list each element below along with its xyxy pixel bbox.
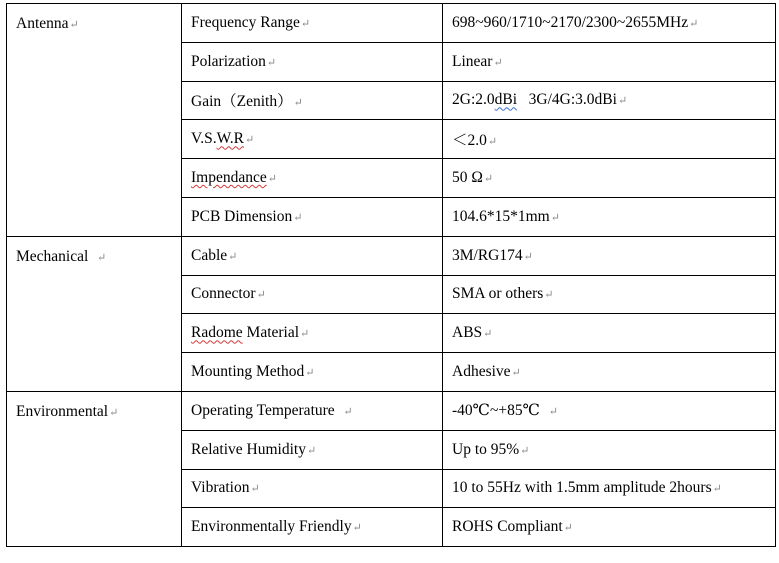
param-cell [182, 4, 443, 43]
paragraph-mark-icon: ↵ [712, 483, 722, 496]
param-label: Environmentally Friendly [191, 518, 352, 536]
param-label: Material [242, 324, 300, 342]
param-cell [182, 236, 443, 275]
param-label: Connector [191, 285, 256, 303]
paragraph-mark-icon: ↵ [306, 444, 317, 457]
paragraph-mark-icon: ↵ [305, 367, 315, 380]
value-label: ABS [452, 324, 483, 342]
group-label: Antenna [16, 15, 69, 32]
param-cell [182, 430, 443, 469]
value-cell [443, 508, 776, 547]
param-label: Cable [191, 246, 228, 264]
value-label: ＜2.0 [452, 132, 487, 150]
value-cell [443, 430, 776, 469]
value-cell [443, 42, 776, 81]
param-cell [182, 391, 443, 430]
paragraph-mark-icon: ↵ [69, 19, 79, 31]
paragraph-mark-icon: ↵ [300, 328, 310, 341]
value-label: 104.6*15*1mm [452, 207, 550, 225]
paragraph-mark-icon: ↵ [689, 17, 699, 30]
param-label: Impendance [191, 169, 267, 187]
value-label: 3M/RG174 [452, 246, 523, 264]
group-label: Mechanical [16, 247, 89, 265]
paragraph-mark-icon: ↵ [520, 444, 530, 457]
value-cell [443, 314, 776, 353]
paragraph-mark-icon: ↵ [617, 95, 628, 108]
param-label: Vibration [191, 479, 250, 497]
param-cell [182, 81, 443, 120]
value-cell [443, 120, 776, 159]
value-cell [443, 275, 776, 314]
value-label: Linear [452, 52, 493, 70]
paragraph-mark-icon: ↵ [267, 173, 277, 186]
paragraph-mark-icon: ↵ [550, 211, 560, 224]
param-cell [182, 120, 443, 159]
param-cell [182, 42, 443, 81]
param-cell [182, 508, 443, 547]
value-cell [443, 353, 776, 392]
paragraph-mark-icon: ↵ [97, 251, 107, 264]
paragraph-mark-icon: ↵ [293, 97, 303, 110]
value-label: SMA or others [452, 285, 544, 303]
param-label: Mounting Method [191, 363, 305, 381]
param-label-marked: Radome [191, 324, 243, 342]
param-label-marked: W.R [216, 130, 244, 148]
value-cell [443, 159, 776, 198]
paragraph-mark-icon: ↵ [511, 367, 521, 380]
paragraph-mark-icon: ↵ [352, 522, 362, 535]
paragraph-mark-icon: ↵ [483, 173, 494, 186]
paragraph-mark-icon: ↵ [548, 406, 558, 419]
table-row [7, 391, 776, 430]
paragraph-mark-icon: ↵ [493, 56, 503, 69]
param-label: Relative Humidity [191, 440, 306, 458]
paragraph-mark-icon: ↵ [487, 136, 498, 149]
value-cell [443, 391, 776, 430]
param-label: Gain（Zenith） [191, 93, 293, 111]
value-label: ROHS Compliant [452, 518, 563, 536]
param-label: V.S. [191, 130, 217, 148]
param-cell [182, 275, 443, 314]
paragraph-mark-icon: ↵ [300, 17, 311, 30]
param-label: Polarization [191, 52, 266, 70]
value-label-marked: dBi [494, 91, 518, 109]
param-cell [182, 353, 443, 392]
paragraph-mark-icon: ↵ [245, 134, 255, 147]
value-cell [443, 469, 776, 508]
paragraph-mark-icon: ↵ [250, 483, 260, 496]
paragraph-mark-icon: ↵ [109, 406, 119, 419]
group-label: Environmental [16, 402, 109, 420]
table-row [7, 236, 776, 275]
paragraph-mark-icon: ↵ [563, 522, 573, 535]
group-cell-environmental [7, 391, 182, 546]
param-label: PCB Dimension [191, 207, 293, 225]
paragraph-mark-icon: ↵ [523, 250, 533, 263]
value-label: 3G/4G:3.0dBi [517, 91, 617, 109]
value-label: 2G:2.0 [452, 91, 495, 109]
specification-table [6, 3, 776, 547]
paragraph-mark-icon: ↵ [483, 328, 493, 341]
paragraph-mark-icon: ↵ [544, 289, 554, 302]
paragraph-mark-icon: ↵ [228, 250, 238, 263]
value-cell [443, 81, 776, 120]
param-cell [182, 159, 443, 198]
value-label: 698~960/1710~2170/2300~2655MHz [452, 13, 689, 31]
paragraph-mark-icon: ↵ [266, 56, 277, 69]
table-row [7, 4, 776, 43]
param-cell [182, 314, 443, 353]
value-label: Up to 95% [452, 440, 520, 458]
paragraph-mark-icon: ↵ [256, 289, 266, 302]
group-cell-mechanical [7, 236, 182, 391]
value-label: -40℃~+85℃ [452, 402, 540, 420]
value-label: 10 to 55Hz with 1.5mm amplitude 2hours [452, 479, 712, 497]
value-cell [443, 4, 776, 43]
group-cell-antenna [7, 4, 182, 237]
value-cell [443, 236, 776, 275]
paragraph-mark-icon: ↵ [343, 405, 353, 418]
value-label: 50 Ω [452, 169, 483, 187]
paragraph-mark-icon: ↵ [293, 211, 303, 224]
param-cell [182, 197, 443, 236]
param-label: Operating Temperature [191, 401, 335, 419]
param-label: Frequency Range [191, 13, 300, 31]
value-label: Adhesive [452, 363, 511, 381]
value-cell [443, 197, 776, 236]
param-cell [182, 469, 443, 508]
